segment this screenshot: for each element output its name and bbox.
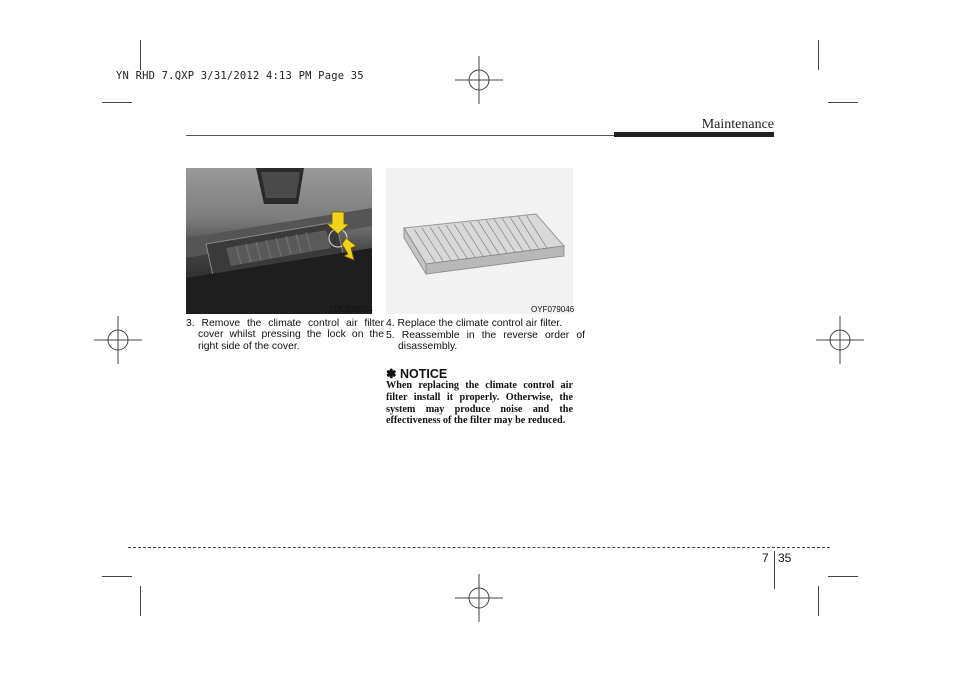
figure-filter-cover [186,168,372,314]
notice-title: NOTICE [399,367,448,381]
print-slug: YN RHD 7.QXP 3/31/2012 4:13 PM Page 35 [116,70,364,82]
notice-text: When replacing the climate control air filter install it properly. Otherwise, the system may produce noise and the effectiveness of the filter may be reduced. [386,380,573,427]
notice-heading [386,366,447,381]
step-3: 3. Remove the climate control air filter cover whilst pressing the lock on the right side of the cover. [186,318,384,352]
figure-code: OJC070014 [330,305,373,314]
notice-icon: ✽ [386,367,397,381]
page-number: 35 [778,551,792,565]
chapter-number: 7 [762,551,769,565]
figure-code: OYF079046 [531,305,575,314]
step-4: 4. Replace the climate control air filter. [386,318,563,329]
figure-air-filter [386,168,573,314]
header-rule [186,135,614,136]
step-5: 5. Reassemble in the reverse order of disassembly. [386,330,585,353]
header-rule-accent [614,132,774,137]
footer-rule [128,547,830,548]
section-title: Maintenance [701,117,774,132]
page-number-divider [774,551,775,589]
